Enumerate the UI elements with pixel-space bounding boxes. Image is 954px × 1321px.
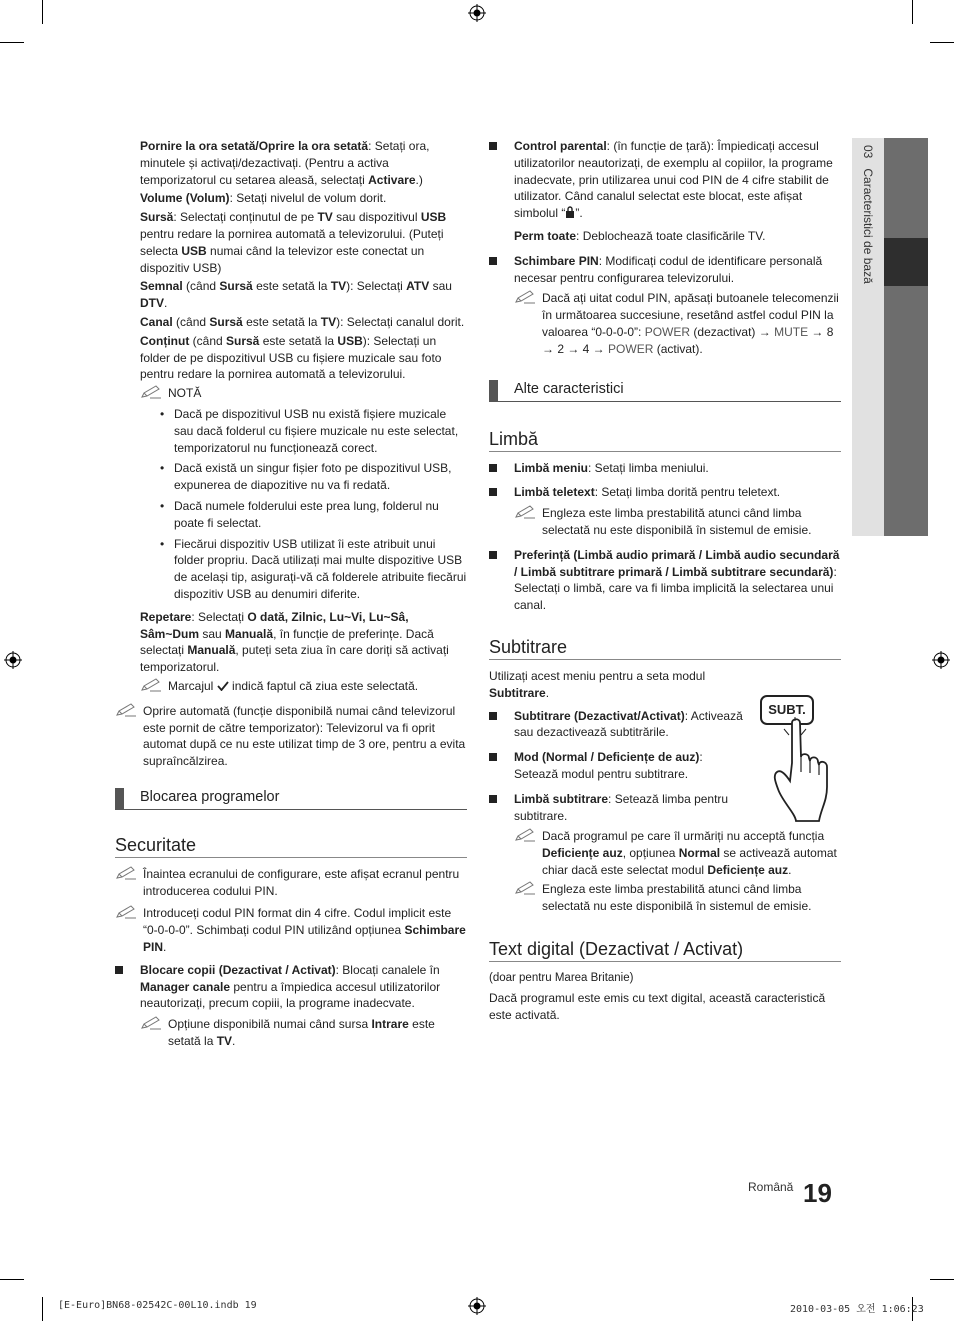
lock-icon	[565, 206, 575, 218]
item-blocare-copii: Blocare copii (Dezactivat / Activat): Blocați canalele în Manager canale pentru a împiedica accesul utilizatorilor neautorizați, precum copiii, la programe inadecvate.	[115, 962, 467, 1012]
item-limba-subtitrare: Limbă subtitrare: Setează limba pentru subtitrare.	[489, 791, 744, 825]
crop-mark	[0, 42, 24, 43]
pencil-note-icon	[115, 905, 137, 919]
note-sub2: Engleza este limba prestabilită atunci când limba selectată nu este disponibilă în sistemul de emisie.	[514, 881, 841, 915]
checkmark-icon	[217, 681, 229, 691]
section-subtitrare-title: Subtitrare	[489, 636, 841, 660]
chapter-tab-block	[884, 138, 928, 238]
pencil-note-icon	[514, 505, 536, 519]
left-column	[115, 138, 467, 1052]
note-marcaj: Marcajul indică faptul că ziua este selectată.	[140, 678, 467, 695]
note-blocare: Opțiune disponibilă numai când sursa Intrare este setată la TV.	[140, 1016, 467, 1050]
registration-mark-icon	[4, 651, 22, 669]
note-sub1: Dacă programul pe care îl urmăriți nu acceptă funcția Deficiențe auz, opțiunea Normal se activează automat chiar dacă este selectat modul Deficiențe auz.	[514, 828, 841, 878]
section-limba-title: Limbă	[489, 428, 841, 452]
pencil-note-icon	[514, 828, 536, 842]
crop-mark	[930, 1279, 954, 1280]
note-oprire: Oprire automată (funcție disponibilă numai când televizorul este pornit de către temporizator): Televizorul va fi oprit automat după ce nu este utilizat timp de 3 ore, pentru a evita supraîncălzirea.	[115, 703, 467, 770]
registration-mark-icon	[468, 4, 486, 22]
pencil-note-icon	[140, 1016, 162, 1030]
section-text-digital-title: Text digital (Dezactivat / Activat)	[489, 938, 841, 962]
square-bullet-icon	[489, 712, 497, 720]
square-bullet-icon	[489, 795, 497, 803]
entry-continut: Conținut (când Sursă este setată la USB): Selectați un folder de pe dispozitivul USB cu fișiere muzicale sau foto pentru redare la pornirea automată a televizorului.	[140, 333, 442, 382]
crop-mark	[42, 1297, 43, 1321]
note-sec2: Introduceți codul PIN format din 4 cifre. Codul implicit este “0-0-0-0”. Schimbați codul PIN utilizând opțiunea Schimbare PIN.	[115, 905, 467, 955]
subtitrare-intro: Utilizați acest meniu pentru a seta modul Subtitrare.	[489, 668, 706, 700]
item-mod: Mod (Normal / Deficiențe de auz): Setează modul pentru subtitrare.	[489, 749, 744, 783]
list-item: • Fiecărui dispozitiv USB utilizat îi este atribuit unui folder propriu. Dacă utilizați mai multe dispozitive USB de același tip, asigurați-vă că folderele atribuite fiecărui dispozitiv USB au denumiri diferite.	[160, 536, 467, 603]
note-pin: Dacă ați uitat codul PIN, apăsați butoanele telecomenzii în următoarea succesiune, resetând astfel codul PIN la valoarea “0-0-0-0”: POWER (dezactivat) → MUTE → 8 → 2 → 4 → POWER (activat).	[514, 290, 841, 357]
chapter-tab-block	[884, 286, 928, 536]
pencil-note-icon	[115, 703, 137, 717]
crop-mark	[930, 42, 954, 43]
square-bullet-icon	[489, 551, 497, 559]
section-alte: Alte caracteristici	[489, 380, 841, 402]
square-bullet-icon	[489, 753, 497, 761]
pencil-note-icon	[115, 866, 137, 880]
pencil-note-icon	[140, 385, 162, 399]
crop-mark	[912, 0, 913, 24]
chapter-label: 03 Caracteristici de bază	[861, 145, 875, 284]
crop-mark	[42, 0, 43, 24]
page-number: 19	[803, 1178, 832, 1208]
square-bullet-icon	[489, 464, 497, 472]
footer-file: [E-Euro]BN68-02542C-00L10.indb 19	[58, 1300, 257, 1311]
item-control-parental: Control parental: (în funcție de țară): Împiedicați accesul utilizatorilor neautorizați, de exemplu al copiilor, la programe inadecvate, prin utilizarea unui cod PIN de 4 cifre stabilit de utilizator. Când canalul selectat este blocat, este afișat simbolul “ ”.	[489, 138, 841, 222]
pencil-note-icon	[514, 290, 536, 304]
square-bullet-icon	[115, 966, 123, 974]
note-sec1: Înaintea ecranului de configurare, este afișat ecranul pentru introducerea codului PIN.	[115, 866, 467, 900]
note-label: NOTĂ	[140, 385, 467, 402]
section-blocarea: Blocarea programelor	[115, 788, 467, 810]
square-bullet-icon	[489, 142, 497, 150]
entry-volume: Volume (Volum): Setați nivelul de volum dorit.	[140, 191, 387, 206]
subt-button: SUBT.	[760, 695, 814, 725]
entry-perm-toate: Perm toate: Deblochează toate clasificările TV.	[514, 228, 766, 243]
pencil-note-icon	[514, 881, 536, 895]
list-item: • Dacă numele folderului este prea lung, folderul nu poate fi selectat.	[160, 498, 467, 532]
item-subtitrare: Subtitrare (Dezactivat/Activat): Activează sau dezactivează subtitrările.	[489, 708, 744, 742]
item-preferinta: Preferință (Limbă audio primară / Limbă audio secundară / Limbă subtitrare primară / Limbă subtitrare secundară): Selectați o limbă, care va fi limba implicită la selectarea unui canal.	[489, 547, 841, 614]
item-limba-teletext: Limbă teletext: Setați limba dorită pentru teletext.	[489, 484, 841, 501]
registration-mark-icon	[932, 651, 950, 669]
footer-language: Română	[748, 1180, 794, 1194]
registration-mark-icon	[468, 1297, 486, 1315]
section-bar	[115, 788, 124, 809]
entry-canal: Canal (când Sursă este setată la TV): Selectați canalul dorit.	[140, 314, 465, 329]
list-item: • Dacă există un singur fișier foto pe dispozitivul USB, expunerea de diapozitive nu va fi redată.	[160, 460, 467, 494]
item-limba-meniu: Limbă meniu: Setați limba meniului.	[489, 460, 841, 477]
list-item: • Dacă pe dispozitivul USB nu există fișiere muzicale sau dacă folderul cu fișiere muzicale nu este selectat, temporizatorul nu funcționează corect.	[160, 406, 467, 456]
entry-pornire: Pornire la ora setată/Oprire la ora setată: Setați ora, minutele și activați/dezactivați. (Pentru a activa temporizatorul cu setarea aleasă, selectați Activare.)	[140, 139, 430, 187]
subt-button-illustration	[760, 695, 840, 825]
square-bullet-icon	[489, 257, 497, 265]
footer-date: 2010-03-05 오전 1:06:23	[790, 1304, 924, 1315]
square-bullet-icon	[489, 488, 497, 496]
text-digital-text: Dacă programul este emis cu text digital, această caracteristică este activată.	[489, 991, 826, 1022]
entry-repetare: Repetare: Selectați O dată, Zilnic, Lu~Vi, Lu~Sâ, Sâm~Dum sau Manuală, în funcție de preferințe. Dacă selectați Manuală, puteți seta ziua în care doriți să activați temporizatorul.	[140, 609, 449, 675]
entry-semnal: Semnal (când Sursă este setată la TV): Selectați ATV sau DTV.	[140, 279, 452, 311]
pencil-note-icon	[140, 678, 162, 692]
note-limba: Engleza este limba prestabilită atunci când limba selectată nu este disponibilă în sistemul de emisie.	[514, 505, 841, 539]
text-digital-note: (doar pentru Marea Britanie)	[489, 972, 634, 985]
section-bar	[489, 380, 498, 401]
hand-pointing-icon	[770, 717, 840, 822]
chapter-tab-active	[884, 238, 928, 286]
item-schimbare-pin: Schimbare PIN: Modificați codul de identificare personală necesar pentru configurarea televizorului.	[489, 253, 841, 287]
right-column	[489, 138, 841, 1024]
entry-sursa: Sursă: Selectați conținutul de pe TV sau dispozitivul USB pentru redare la pornirea automată a televizorului. (Puteți selecta USB numai când la televizor este conectat un dispozitiv USB)	[140, 210, 447, 275]
crop-mark	[0, 1279, 24, 1280]
section-securitate-title: Securitate	[115, 834, 467, 858]
